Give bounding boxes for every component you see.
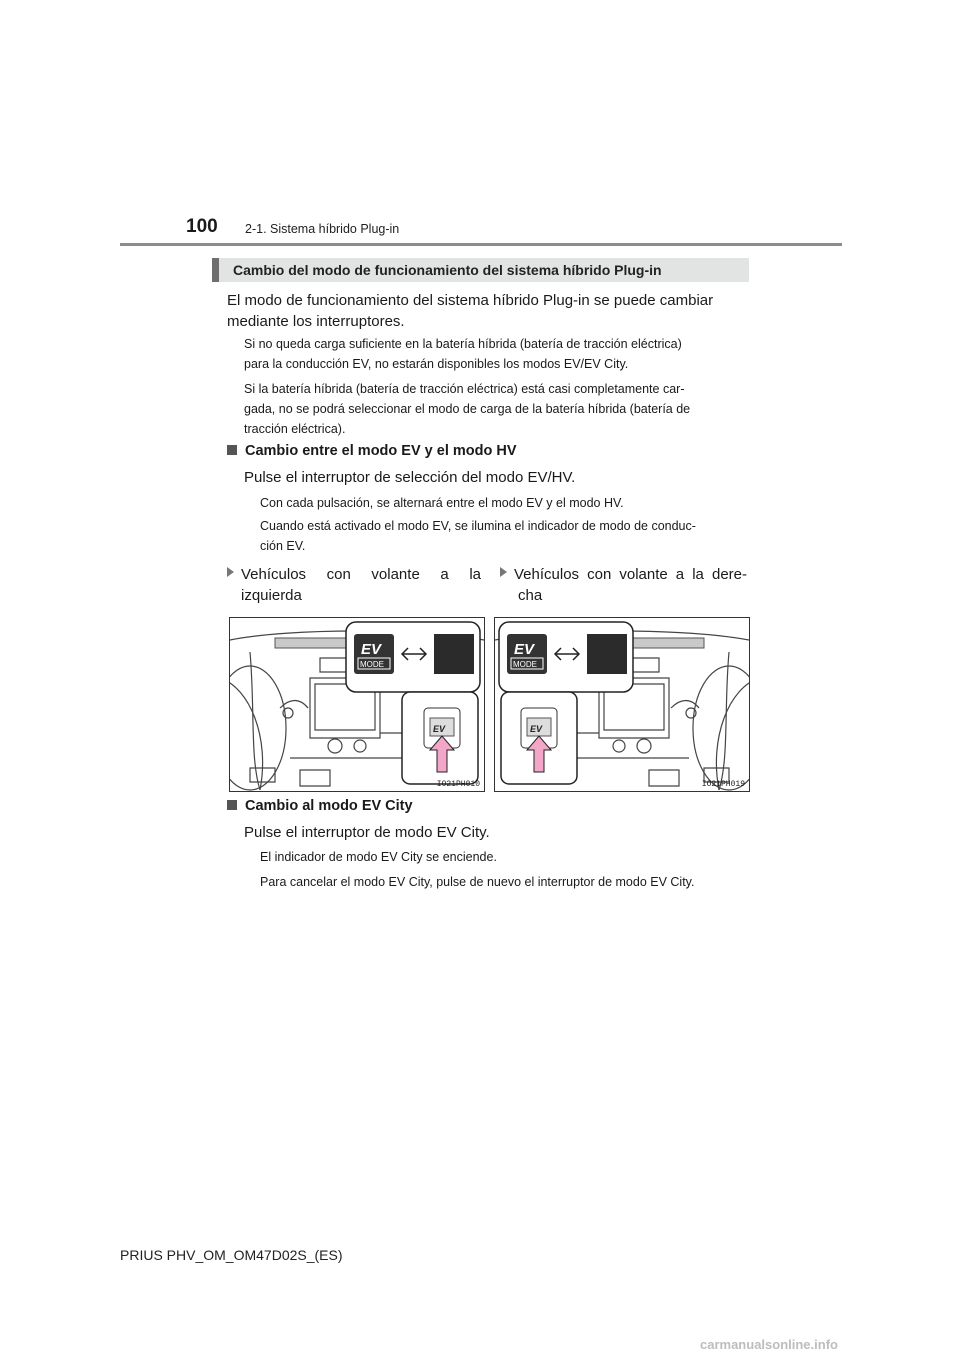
ev-indicator-ev-text: EV (361, 641, 382, 658)
ev-city-instruction: Pulse el interruptor de modo EV City. (244, 824, 490, 841)
right-hand-drive-heading (500, 564, 747, 606)
square-bullet-icon (227, 445, 237, 455)
note-charge-line-2: para la conducción EV, no estarán disponibles los modos EV/EV City. (244, 357, 629, 371)
note-charge (244, 334, 745, 374)
ev-hv-note-2-line-2: ción EV. (260, 539, 306, 553)
left-hand-drive-heading (227, 564, 481, 606)
right-heading-line-1: Vehículos con volante a la dere- (514, 566, 747, 583)
subsection-ev-city-title: Cambio al modo EV City (245, 798, 413, 814)
switch-ev-text: EV (530, 724, 543, 734)
triangle-bullet-icon (227, 567, 234, 577)
note-full-line-2: gada, no se podrá seleccionar el modo de carga de la batería híbrida (batería de (244, 402, 691, 416)
intro-paragraph (227, 290, 746, 332)
ev-indicator-mode-text: MODE (360, 660, 384, 669)
subsection-ev-city-heading (227, 798, 413, 814)
left-heading-line-2: izquierda (241, 587, 302, 604)
figure-right-hand-drive (494, 617, 750, 792)
intro-line-2: mediante los interruptores. (227, 313, 405, 330)
note-full-charge (244, 379, 745, 439)
watermark: carmanualsonline.info (700, 1337, 838, 1352)
triangle-bullet-icon (500, 567, 507, 577)
dashboard-illustration-left (230, 618, 484, 791)
ev-hv-instruction: Pulse el interruptor de selección del modo EV/HV. (244, 469, 576, 486)
ev-city-note-1: El indicador de modo EV City se enciende. (260, 850, 497, 864)
ev-hv-note-2-line-1: Cuando está activado el modo EV, se ilumina el indicador de modo de conduc- (260, 519, 696, 533)
header-rule (120, 243, 842, 246)
note-full-line-3: tracción eléctrica). (244, 422, 346, 436)
note-charge-line-1: Si no queda carga suficiente en la batería híbrida (batería de tracción eléctrica) (244, 337, 682, 351)
subsection-ev-hv-heading (227, 443, 517, 459)
ev-indicator-mode-text: MODE (513, 660, 537, 669)
figure-left-hand-drive (229, 617, 485, 792)
ev-city-note-2: Para cancelar el modo EV City, pulse de nuevo el interruptor de modo EV City. (260, 875, 695, 889)
section-heading-bar (212, 258, 749, 282)
section-title: Cambio del modo de funcionamiento del sistema híbrido Plug-in (233, 262, 662, 278)
header-section-title: 2-1. Sistema híbrido Plug-in (245, 222, 400, 236)
subsection-ev-hv-title: Cambio entre el modo EV y el modo HV (245, 443, 517, 459)
right-heading-line-2: cha (518, 587, 543, 604)
footer-document-code: PRIUS PHV_OM_OM47D02S_(ES) (120, 1247, 343, 1263)
ev-hv-note-2 (260, 516, 745, 556)
square-bullet-icon (227, 800, 237, 810)
page-number: 100 (186, 216, 218, 237)
note-full-line-1: Si la batería híbrida (batería de tracción eléctrica) está casi completamente car- (244, 382, 685, 396)
left-heading-line-1: Vehículos con volante a la (241, 566, 481, 583)
switch-ev-text: EV (433, 724, 446, 734)
dashboard-illustration-right (495, 618, 749, 791)
figure-code-right: IO21PH019 (701, 780, 745, 789)
figure-code-left: IO21PH010 (436, 780, 480, 789)
intro-line-1: El modo de funcionamiento del sistema híbrido Plug-in se puede cambiar (227, 292, 714, 309)
ev-hv-note-1: Con cada pulsación, se alternará entre el modo EV y el modo HV. (260, 496, 624, 510)
ev-indicator-ev-text: EV (514, 641, 535, 658)
